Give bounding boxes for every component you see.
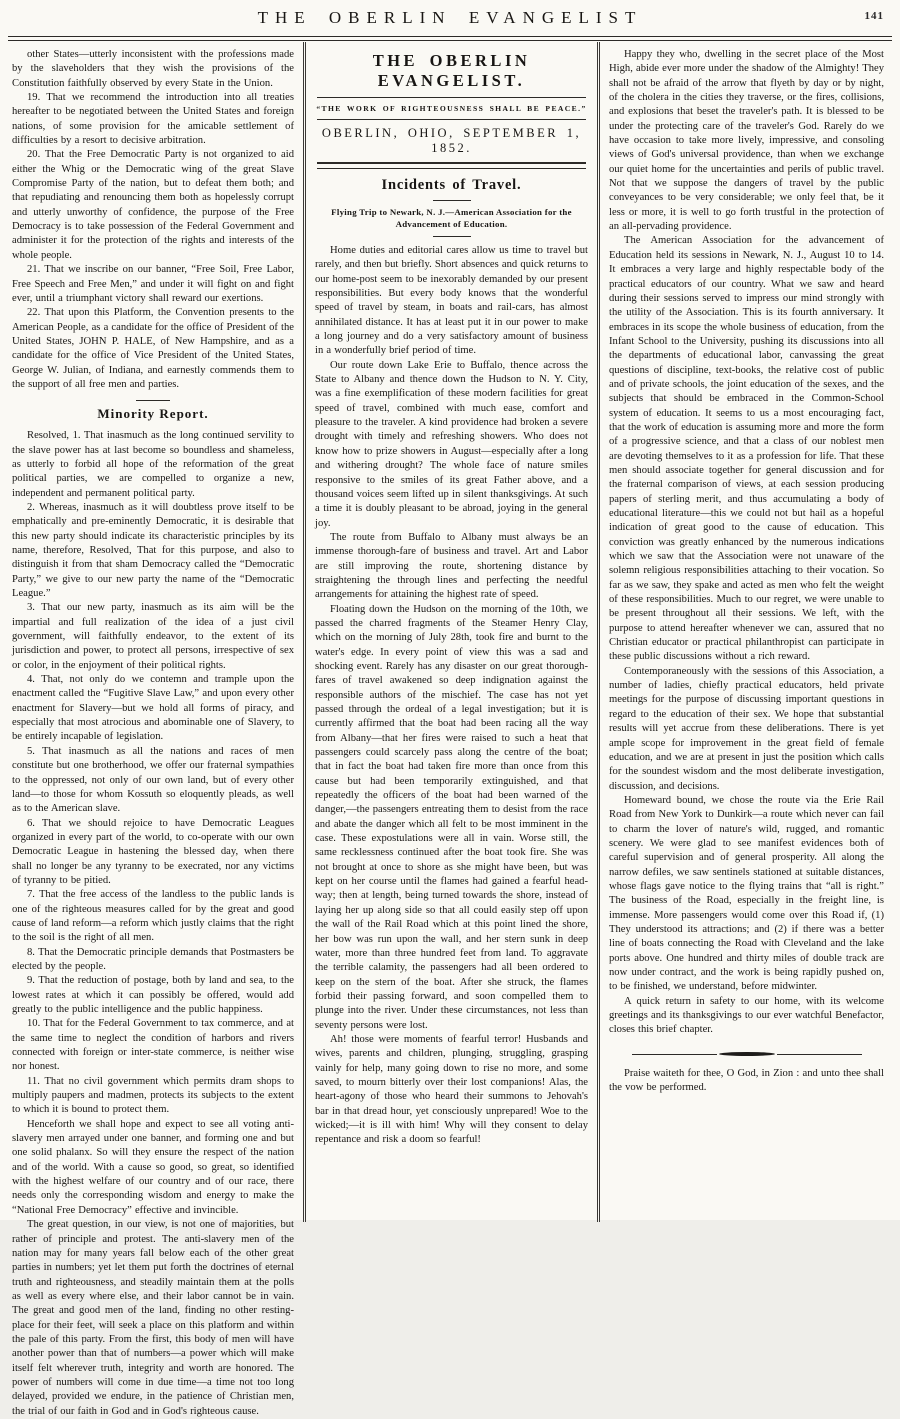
platform-resolution-19: 19. That we recommend the introduction into all treaties hereafter to be negotiated between the United States and foreign nations, of some provision for the amicable settlement of difficulties by a resort to decisive arbitration.: [12, 92, 294, 147]
end-of-article-divider: [632, 1052, 862, 1057]
masthead-motto: “THE WORK OF RIGHTEOUSNESS SHALL BE PEACE.”: [316, 104, 587, 113]
article-rule: [433, 200, 471, 201]
minority-resolution-6: 6. That we should rejoice to have Democratic Leagues organized in every part of the world, to co-operate with our own Democratic League in hastening the blessed day, when there shall no longer be any tyranny to be execrated, nor any victims of tyranny to be pitied.: [12, 817, 294, 886]
article-paragraph: Home duties and editorial cares allow us time to travel but rarely, and then but briefly. Short absences and quick returns to our home-post seem to be inexorably demanded by our present responsibilities. But every body knows that the wonderful speed of travel by steam, in boats and rail-cars, has almost annihilated distance. It has at least put it in our power to make a long journey and do a very satisfactory amount of business in a wonderfully brief period of time.: [315, 245, 588, 357]
article-paragraph: A quick return in safety to our home, with its welcome greetings and its thanksgivings to our ever watchful Benefactor, closes this brief chapter.: [609, 995, 884, 1036]
article-paragraph: Contemporaneously with the sessions of this Association, a number of ladies, chiefly practical educators, held private meetings for the purpose of discussing important questions in regard to the education of their sex. We hope that substantial results will yet accrue from these deliberations. There is yet ample scope for improvement in the great field of female education, and we are at present in just the position which calls for the soundest wisdom and the most deliberate investigation, discussion, and decisions.: [609, 665, 884, 792]
closing-verse: [609, 1067, 884, 1096]
minority-resolution-4: 4. That, not only do we contemn and trample upon the enactment called the “Fugitive Slave Law,” and upon every other enactment for Slavery—but we hold all forms of piracy, and especially that most atrocious and abominable one of Slavery, to be entirely incapable of legislation.: [12, 674, 294, 743]
minority-resolution-9: 9. That the reduction of postage, both by land and sea, to the lowest rates at which it can possibly be offered, would add greatly to the public intelligence and the public happiness.: [12, 975, 294, 1015]
column-layout: [0, 42, 900, 1417]
section-rule: [136, 400, 170, 401]
minority-resolution-3: 3. That our new party, inasmuch as its aim will be the impartial and full realization of the idea of a just civil government, will faithfully endeavor, to the extent of its jurisdiction and power, to protect all persons, irrespective of sex or color, in the enjoyment of their political rights.: [12, 602, 294, 671]
left-column: [0, 42, 303, 1417]
running-head: [0, 0, 900, 30]
right-column: [600, 42, 900, 1222]
article-paragraph: Happy they who, dwelling in the secret place of the Most High, abide ever more under the shadow of the Almighty! They shall not be afraid of the arrow that flyeth by day or by night, of the cholera in the cities they traverse, or the fires, collisions, and explosions that beset the traveler's path. It is blessed to be under the protecting care of the traveler's God. Rarely do we have occasion to take more lively, impressive, and consoling views of God's universal providence, than when we exchange our quiet home for the uncertainties and perils of public travel. Not that we suppose the dangers of travel by the public conveyances to be very considerable; we only feel that, be it less or more, it is well to go forth trustful in the protection of an all-pervading providence.: [609, 49, 884, 233]
minority-resolution-2: 2. Whereas, inasmuch as it will doubtless prove itself to be emphatically and pre-eminently Democratic, it is desirable that this new party should indicate its characteristic principles by its name, therefore, Resolved, That for this purpose, and also to distinguish it from that sham Democracy called the “Democratic Party,” we give to our new party the name of the “Democratic League.”: [12, 501, 294, 600]
divider-line: [632, 1054, 717, 1055]
article-title: Incidents of Travel.: [381, 177, 522, 193]
minority-report-heading: Minority Report.: [97, 406, 209, 422]
minority-resolution-11: 11. That no civil government which permits dram shops to multiply paupers and madmen, protects its subjects to the extent to which it is bound to protect them.: [12, 1075, 294, 1116]
article-paragraph: Homeward bound, we chose the route via the Erie Rail Road from New York to Dunkirk—a route which never can fail to charm the lover of nature's wild, rugged, and romantic scenery. We were glad to see manifest evidences both of careful supervision and of general prosperity. All along the narrow defiles, we saw sentinels stationed at suitable distances, whose flags gave notice to the flying trains that “all is right.” The business of the Road, especially in the freight line, is immense. More passengers would come over this Road if, (1) They understood its attractions; and (2) if there was a better line of boats connecting the Road with Cleveland and the lake ports above. One hundred and thirty miles of double track are now under contract, and the work is being rapidly pushed on, to be finished, we understand, before midwinter.: [609, 794, 884, 993]
article-paragraph: The route from Buffalo to Albany must always be an immense thorough-fare of business and travel. Art and Labor are still improving the route, shortening distance by straightening the through lines and perfecting the needful arrangements for attaining the highest rate of speed.: [315, 531, 588, 601]
platform-resolution-20: 20. That the Free Democratic Party is not organized to aid either the Whig or the Democratic wing of the great Slave Compromise Party of the nation, but to defeat them both; and that repudiating and renouncing them both as hopelessly corrupt and utterly unworthy of confidence, the purpose of the Free Democracy is to take possession of the Federal Government and administer it for the protection of the rights and interests of the whole people.: [12, 149, 294, 261]
minority-resolution-7: 7. That the free access of the landless to the public lands is one of the righteous measures called for by the great and good cause of land reform—a reform which justly claims that the right to the soil is the right of all men.: [12, 889, 294, 944]
page-number: 141: [864, 10, 884, 22]
article-body: [315, 244, 588, 1148]
article-paragraph: Our route down Lake Erie to Buffalo, thence across the State to Albany and thence down the Hudson to N. Y. City, was a fine exemplification of these modern facilities for great speed of travel, combined with much ease, comfort and pleasure to the traveler. A kind providence had broken a severe drought with timely and refreshing showers. Who does not know how to prize showers in August—especially after a long and withering drought? The whole face of nature smiles responsive to the smiles of its great Father above, and a thousand voices seem lifted up in silent thanksgivings. At such a time it is doubly pleasant to be abroad, joying in the general joy.: [315, 359, 588, 529]
minority-resolution-5: 5. That inasmuch as all the nations and races of men constitute but one brotherhood, we offer our fraternal sympathies to the oppressed, not only of our own land, but of every other land—to those for whom Kossuth so eloquently pleads, as well as to the American slave.: [12, 745, 294, 815]
divider-lens: [719, 1052, 775, 1056]
platform-resolution: other States—utterly inconsistent with the professions made by the slaveholders that they wish the provisions of the Constitution faithfully observed by every State in the Union.: [12, 49, 294, 89]
closing-paragraph: The great question, in our view, is not one of majorities, but rather of principle and protest. The anti-slavery men of the nation may for many years fall below each of the other great parties in numbers; yet let them put forth the doctrines of eternal truth and righteousness, and steadily maintain them at the polls as well as every where else, and their labor cannot be in vain. The great and good men of the land, finding no other resting-place for their feet, will seek a place on this platform and within the pale of this party. From the first, this body of men will have another power than that of numbers—a power which will make itself felt wherever truth, integrity and worth are honored. The power of numbers will come in due time—a time not too long delayed, provided we endure, in the patience of Christian men, the trial of our faith in God and in God's righteous cause.: [12, 1219, 294, 1417]
running-head-title: THE OBERLIN EVANGELIST: [257, 8, 643, 27]
closing-verse-text: Praise waiteth for thee, O God, in Zion : and unto thee shall the vow be performed.: [609, 1067, 884, 1094]
masthead-dateline: OBERLIN, OHIO, SEPTEMBER 1, 1852.: [321, 126, 582, 155]
minority-resolution-1: Resolved, 1. That inasmuch as the long continued servility to the slave power has at last become so boundless and shameless, as utterly to forbid all hope of the reformation of the great political parties, we are compelled to organize a new, independent and permanent political party.: [12, 430, 294, 499]
divider-line: [777, 1054, 862, 1055]
minority-resolution-10: 10. That for the Federal Government to tax commerce, and at the same time to neglect the condition of harbors and rivers connected with foreign or inter-state commerce, is neither wise nor honest.: [12, 1018, 294, 1073]
closing-paragraph: Henceforth we shall hope and expect to see all voting anti-slavery men arrayed under one banner, and forming one and but one solid phalanx. So will they ensure the respect of the nation and of the world. With a cause so good, so great, so identified with the highest welfare of our country and of our race, there needs only the corresponding wisdom and energy to make the “National Free Democracy” effective and invincible.: [12, 1118, 294, 1216]
platform-resolution-22: 22. That upon this Platform, the Convention presents to the American People, as a candidate for the office of President of the United States, JOHN P. HALE, of New Hampshire, and as a candidate for the office of Vice President of the United States, George W. Julian, of Indiana, and earnestly commends them to the support of all free men and parties.: [12, 307, 294, 390]
article-paragraph: The American Association for the advancement of Education held its sessions in Newark, N. J., August 10 to 14. It embraces a very large and highly respectable body of the practical educators of our country. What we saw and heard during their sessions served to impress our mind strongly with the utility of the Association. This is its fourth anniversary. It embraces in its scope the whole business of education, from the Infant School to the University, pushing its discussions into all the departments of educational labor, canvassing the great questions of discipline, text-books, the relative cost of public and of private schools, the joint education of the sexes, and the subjects that should be embraced in the Common-School system of education. It seems to us a most encouraging fact, that the work of education is assuming more and more the form of a progressive science, and that a class of our noblest men are devoting themselves to it as a profession for life. That these men should associate together for general discussion and for the fraternal comparison of views, at each session producing papers of sterling merit, and thus accumulating a body of educational literature—this we could not but hail as a hopeful indication of great good to the cause of education. This conviction was greatly enhanced by the numerous indications which we saw that the Association were not unaware of the solemn religious responsibilities attaching to their vocation. So far as we saw, they spake and acted as men who felt the weight of these responsibilities. Much to our regret, we were unable to be present throughout all their sessions. We left, with the purpose to attend hereafter whenever we can, assured that no Christian educator or practical philanthropist can participate in these public discussions without a rich reward.: [609, 235, 884, 663]
article-paragraph: Ah! those were moments of fearful terror! Husbands and wives, parents and children, plunging, struggling, grasping vainly for help, many going down to rise no more, and some saved, to mourn bitterly over their lost companions! Alas, the heart-agony of those who heard their summons to Jehovah's bar in that dread hour, yet consciously unprepared! Woe to the wicked;—it is ill with him! Why will they consent to delay repentance and risk a doom so fearful!: [315, 1033, 588, 1146]
article-rule: [433, 236, 471, 237]
header-double-rule: [8, 36, 892, 41]
platform-resolution-21: 21. That we inscribe on our banner, “Free Soil, Free Labor, Free Speech and Free Men,” and under it will fight on and fight ever, until a triumphant victory shall reward our exertions.: [12, 264, 294, 304]
minority-resolution-8: 8. That the Democratic principle demands that Postmasters be elected by the people.: [12, 946, 294, 972]
article-subtitle: Flying Trip to Newark, N. J.—American Association for the Advancement of Education.: [331, 207, 572, 229]
middle-column: [303, 42, 600, 1222]
masthead-title: THE OBERLIN EVANGELIST.: [372, 51, 531, 90]
article-paragraph: Floating down the Hudson on the morning of the 10th, we passed the charred fragments of the Steamer Henry Clay, which on the morning of July 28th, took fire and burnt to the water's edge. In every point of view this was a sad and shocking event. Rarely has any disaster on our great thorough-fares of travel awakened so deep indignation against the responsible authors of the mischief. The case has not yet passed through the ordeal of a legal investigation; but it is currently affirmed that the boat had been racing all the way from Albany—that her fires were raised to such a heat that passengers could scarcely pass along the centre of the boat; that in fact the boat had taken fire more than once from this cause but had been temporarily extinguished, and that repeatedly the officers of the boat had been warned of the danger,—the passengers entreating them to desist from the race and abate the danger which all felt to be most imminent in the case. These expostulations were all in vain. Worse still, the same recklessness continued after the boat took fire. She was not brought at once to shore as she might have been, but was kept on her course until the flames had gained a fearful head-way; then at length, being turned towards the shore, instead of laying her up along side so that all could easily step off upon the wall of the Rail Road which at this point lined the shore, her bow was run upon the wall, and her stern sunk in deep water, more than three hundred feet from land. To aggravate the terrible calamity, the passengers had all been ordered to keep on the stern of the boat. After she struck, the flames forbid their passing forward, and soon compelled them to plunge into the river. Under these circumstances, not less than seventy persons were lost.: [315, 603, 588, 1031]
masthead-heavy-rule: [317, 162, 586, 169]
